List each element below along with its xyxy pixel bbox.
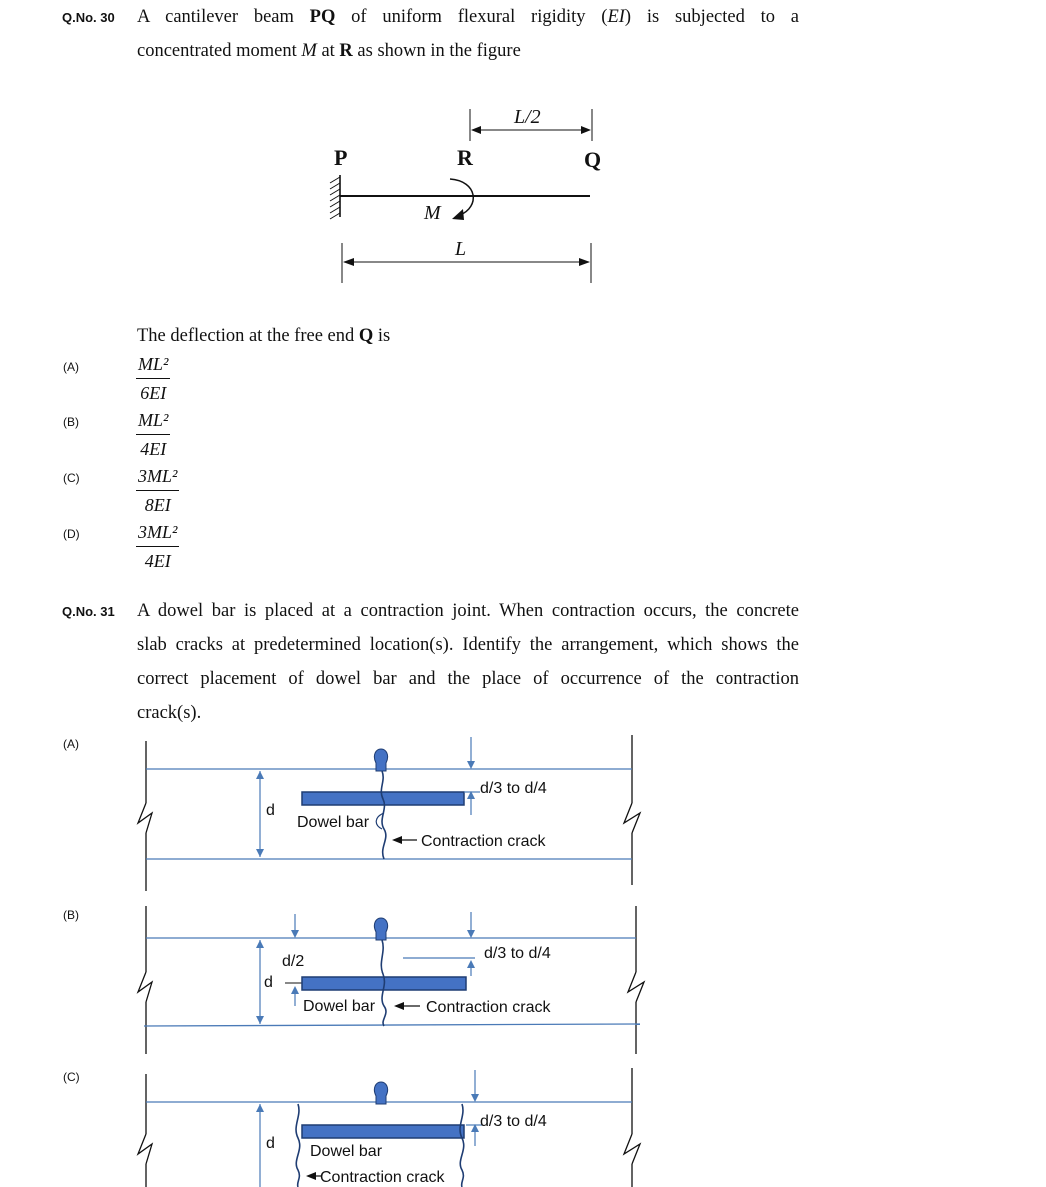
question-30-text [137,0,799,68]
dowel-diagram-a[interactable] [130,733,650,893]
question-31-line-2: slab cracks at predetermined location(s). Identify the arrangement, which shows the [137,635,799,655]
question-number-30: Q.No. 30 [62,10,115,25]
fraction-bar [136,546,179,547]
dowel-bar-label: Dowel bar [310,1143,383,1160]
option-d-label: (D) [63,527,80,541]
question-31-line-3: correct placement of dowel bar and the place of occurrence of the contraction [137,669,799,689]
option-31c-label: (C) [63,1070,80,1084]
label-l: L [455,238,467,260]
question-number-31: Q.No. 31 [62,604,115,619]
d-label: d [264,974,273,991]
cover-label: d/3 to d/4 [484,945,551,962]
dowel-bar-label: Dowel bar [297,814,370,831]
option-c-denominator: 8EI [144,495,171,516]
option-c-answer[interactable] [136,466,179,516]
option-31b-label: (B) [63,908,79,922]
option-d-answer[interactable] [136,522,179,572]
contraction-crack-label: Contraction crack [421,833,546,850]
question-30-line-2: concentrated moment M at R as shown in the figure [137,41,521,61]
option-b-denominator: 4EI [140,439,167,460]
option-a-denominator: 6EI [140,383,167,404]
dowel-bar [302,1125,464,1138]
contraction-crack-label: Contraction crack [320,1169,445,1186]
groove [374,1082,387,1104]
question-31-line-4: crack(s). [137,703,202,723]
question-30-line-1: A cantilever beam PQ of uniform flexural rigidity (EI) is subjected to a [137,7,800,27]
dowel-diagram-b[interactable] [130,902,650,1060]
option-a-label: (A) [63,360,79,374]
option-b-numerator: ML² [138,410,169,430]
d-label: d [266,802,275,819]
cantilever-beam-figure [300,95,620,290]
option-b-label: (B) [63,415,79,429]
option-31a-label: (A) [63,737,79,751]
half-d-label: d/2 [282,953,305,970]
label-p: P [334,145,348,170]
groove [374,749,387,771]
contraction-crack-right [460,1104,464,1187]
label-q: Q [584,147,602,172]
cover-label: d/3 to d/4 [480,1113,547,1130]
question-31-line-1: A dowel bar is placed at a contraction joint. When contraction occurs, the concrete [137,601,799,621]
d-label: d [266,1135,275,1152]
option-a-numerator: ML² [138,354,169,374]
dowel-diagram-c[interactable] [130,1066,650,1187]
question-31-text [137,594,799,730]
option-d-denominator: 4EI [144,551,171,572]
dowel-bar-label: Dowel bar [303,998,376,1015]
label-m: M [424,202,441,224]
option-c-label: (C) [63,471,80,485]
cover-label: d/3 to d/4 [480,780,547,797]
option-a-answer[interactable] [136,354,170,404]
groove [374,918,387,940]
contraction-crack-label: Contraction crack [426,999,551,1016]
question-30-prompt: The deflection at the free end Q is [137,326,391,346]
contraction-crack-left [296,1104,300,1187]
label-l-half: L/2 [514,106,541,128]
fixed-support-hatch [330,177,340,219]
option-b-answer[interactable] [136,410,170,460]
option-c-numerator: 3ML² [138,466,178,486]
option-d-numerator: 3ML² [138,522,178,542]
fraction-bar [136,378,170,379]
label-r: R [457,145,473,170]
fraction-bar [136,434,170,435]
fraction-bar [136,490,179,491]
contraction-crack [381,771,386,859]
